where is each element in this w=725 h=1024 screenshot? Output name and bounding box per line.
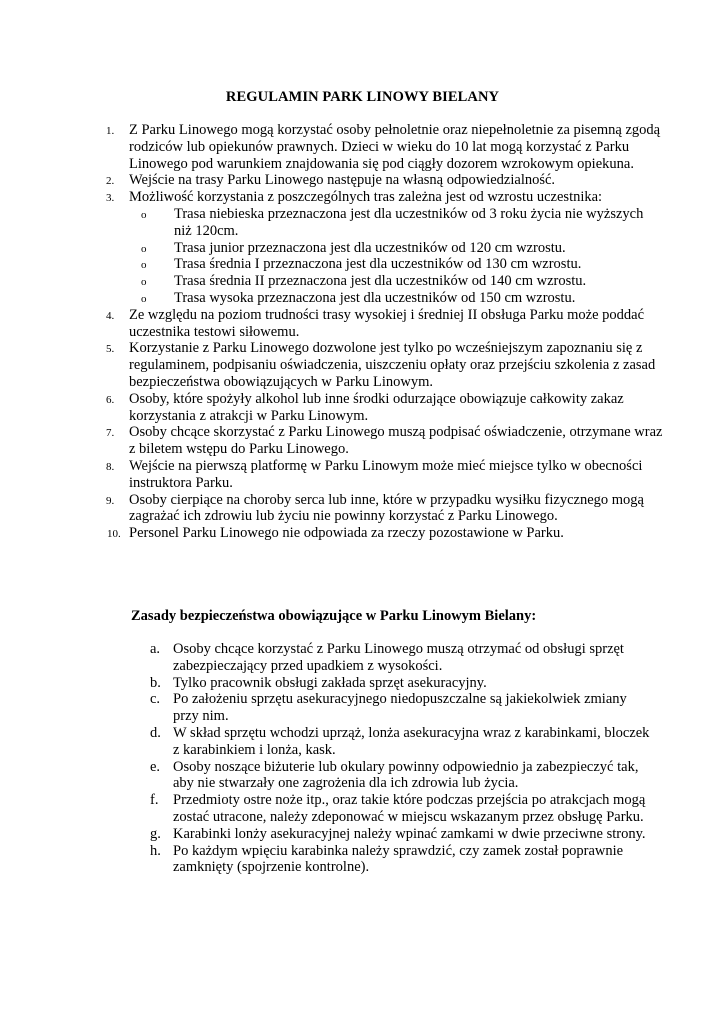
safety-text: Karabinki lonży asekuracyjnej należy wpinać zamkami w dwie przeciwne strony. — [173, 825, 646, 842]
rule-number: 10. — [107, 528, 121, 541]
rule-item-10 — [103, 525, 663, 542]
rule-text: Z Parku Linowego mogą korzystać osoby pełnoletnie oraz niepełnoletnie za pisemną zgodą rodziców lub opiekunów prawnych. Dzieci w wieku do 10 lat mogą korzystać z Parku Linowego pod warunkiem znajdowania się pod ciągły dozorem wzrokowym opiekuna. — [129, 122, 661, 172]
rule-item-7 — [103, 424, 663, 458]
safety-letter: f. — [150, 792, 159, 809]
safety-item-f — [150, 792, 650, 826]
rule-number: 7. — [106, 427, 115, 440]
safety-letter: c. — [150, 691, 161, 708]
route-text: Trasa junior przeznaczona jest dla uczestników od 120 cm wzrostu. — [174, 239, 566, 256]
rule-number: 4. — [106, 309, 115, 322]
rule-text: Wejście na trasy Parku Linowego następuje na własną odpowiedzialność. — [129, 172, 556, 189]
route-item-medium-2 — [129, 273, 663, 290]
safety-item-b — [150, 675, 650, 692]
safety-item-h — [150, 843, 650, 877]
safety-text: W skład sprzętu wchodzi uprząż, lonża asekuracyjna wraz z karabinkami, bloczek z karabinkiem i lonża, kask. — [173, 724, 650, 758]
route-text: Trasa średnia I przeznaczona jest dla uczestników od 130 cm wzrostu. — [174, 256, 582, 273]
safety-text: Przedmioty ostre noże itp., oraz takie które podczas przejścia po atrakcjach mogą zostać utracone, należy zdeponować w miejscu wskazanym przez obsługę Parku. — [173, 792, 646, 825]
rule-number: 2. — [106, 175, 115, 188]
safety-letter: e. — [150, 758, 161, 775]
route-text: Trasa niebieska przeznaczona jest dla uczestników od 3 roku życia nie wyższych niż 120cm. — [174, 205, 644, 239]
safety-section-title: Zasady bezpieczeństwa obowiązujące w Parku Linowym Bielany: — [131, 608, 537, 624]
safety-item-e — [150, 759, 650, 793]
route-item-blue — [129, 206, 663, 240]
circle-bullet-icon: o — [141, 208, 147, 221]
safety-text: Osoby noszące biżuterie lub okulary powinny odpowiednio ja zabezpieczyć tak, aby nie stwarzały one zagrożenia dla ich zdrowia lub życia. — [173, 758, 639, 792]
rule-text: Możliwość korzystania z poszczególnych tras zależna jest od wzrostu uczestnika: — [129, 189, 603, 206]
rule-item-4 — [103, 307, 663, 341]
rule-item-6 — [103, 391, 663, 425]
safety-text: Tylko pracownik obsługi zakłada sprzęt asekuracyjny. — [173, 674, 487, 691]
rule-text: Korzystanie z Parku Linowego dozwolone jest tylko po wcześniejszym zapoznaniu się z regulaminem, podpisaniu oświadczenia, uiszczeniu opłaty oraz przejściu szkolenia z zasad bezpieczeństwa obowiązujących w Parku Linowym. — [129, 340, 656, 390]
safety-letter: h. — [150, 842, 161, 859]
rule-item-1 — [103, 122, 663, 172]
rule-number: 5. — [106, 343, 115, 356]
rule-text: Ze względu na poziom trudności trasy wysokiej i średniej II obsługa Parku może poddać uczestnika testowi siłowemu. — [129, 306, 645, 340]
route-item-medium-1 — [129, 256, 663, 273]
rule-number: 9. — [106, 494, 115, 507]
circle-bullet-icon: o — [141, 292, 147, 305]
rule-item-5 — [103, 340, 663, 390]
rule-text: Osoby, które spożyły alkohol lub inne środki odurzające obowiązuje całkowity zakaz korzystania z atrakcji w Parku Linowym. — [129, 390, 624, 424]
safety-letter: b. — [150, 674, 161, 691]
safety-letter: a. — [150, 641, 161, 657]
rule-number: 3. — [106, 192, 115, 205]
rule-text: Osoby cierpiące na choroby serca lub inne, które w przypadku wysiłku fizycznego mogą zagrażać ich zdrowiu lub życiu nie powinny korzystać z Parku Linowego. — [129, 491, 644, 525]
safety-item-d — [150, 725, 650, 759]
route-item-junior — [129, 240, 663, 257]
rule-item-3 — [103, 189, 663, 307]
safety-letter: d. — [150, 724, 161, 741]
rule-item-9 — [103, 492, 663, 526]
rule-text: Personel Parku Linowego nie odpowiada za rzeczy pozostawione w Parku. — [129, 525, 564, 542]
rule-number: 1. — [106, 125, 115, 137]
rule-text: Wejście na pierwszą platformę w Parku Linowym może mieć miejsce tylko w obecności instruktora Parku. — [129, 457, 643, 491]
circle-bullet-icon: o — [141, 259, 147, 272]
rule-number: 8. — [106, 460, 115, 473]
safety-list — [150, 641, 650, 876]
circle-bullet-icon: o — [141, 242, 147, 255]
route-text: Trasa wysoka przeznaczona jest dla uczestników od 150 cm wzrostu. — [174, 289, 576, 306]
safety-item-c — [150, 691, 650, 725]
safety-letter: g. — [150, 825, 161, 842]
rule-number: 6. — [106, 393, 115, 406]
route-list — [129, 206, 663, 307]
route-text: Trasa średnia II przeznaczona jest dla uczestników od 140 cm wzrostu. — [174, 273, 587, 290]
safety-item-a — [150, 641, 650, 675]
circle-bullet-icon: o — [141, 276, 147, 289]
rules-list — [103, 122, 663, 542]
safety-text: Osoby chcące korzystać z Parku Linowego muszą otrzymać od obsługi sprzęt zabezpieczający przed upadkiem z wysokości. — [173, 641, 624, 674]
safety-text: Po każdym wpięciu karabinka należy sprawdzić, czy zamek został poprawnie zamknięty (spojrzenie kontrolne). — [173, 842, 624, 876]
route-item-high — [129, 290, 663, 307]
rule-text: Osoby chcące skorzystać z Parku Linowego muszą podpisać oświadczenie, otrzymane wraz z biletem wstępu do Parku Linowego. — [129, 424, 663, 458]
rule-item-8 — [103, 458, 663, 492]
safety-text: Po założeniu sprzętu asekuracyjnego niedopuszczalne są jakiekolwiek zmiany przy nim. — [173, 691, 627, 725]
document-title: REGULAMIN PARK LINOWY BIELANY — [225, 89, 500, 105]
rule-item-2 — [103, 172, 663, 189]
safety-item-g — [150, 826, 650, 843]
